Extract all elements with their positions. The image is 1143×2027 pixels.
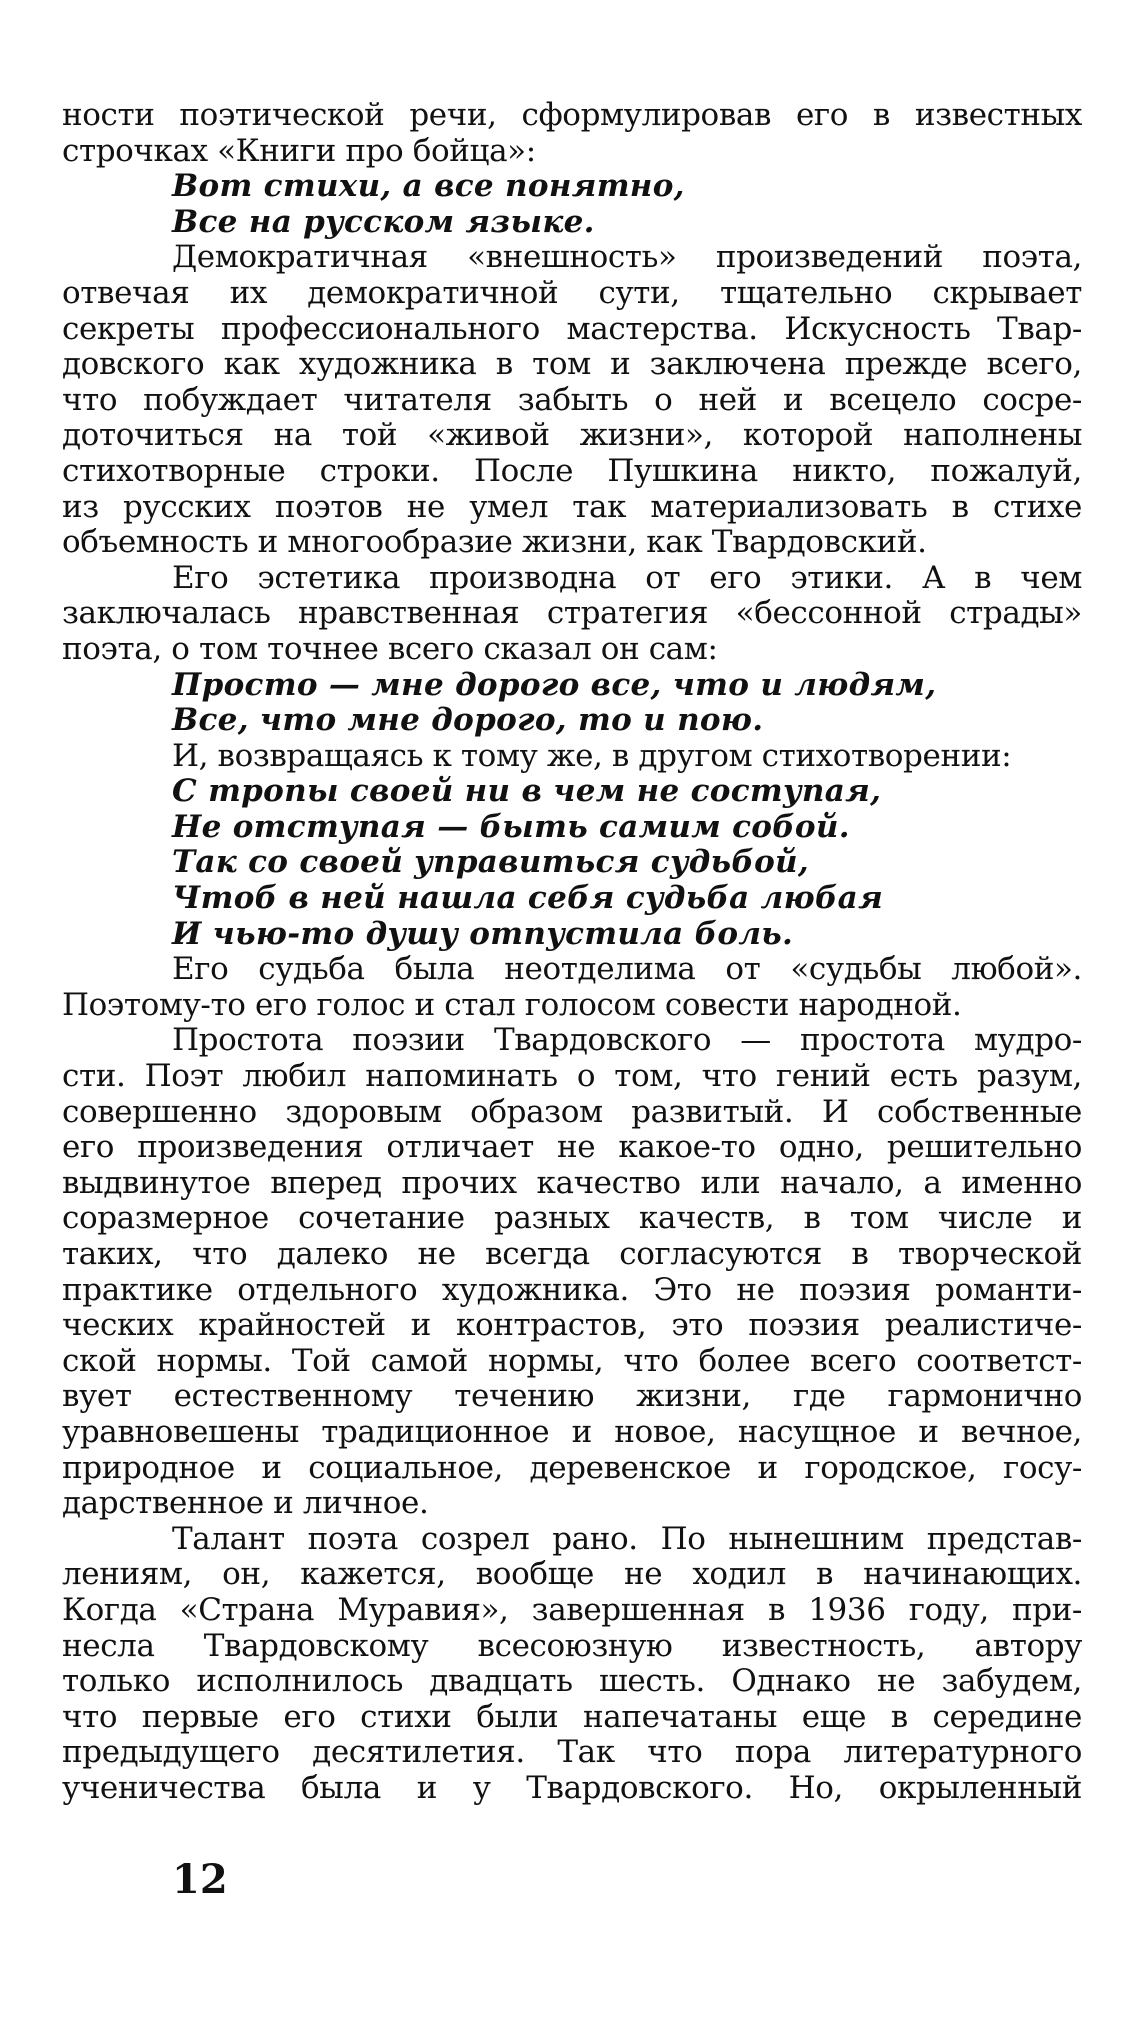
text-line: ности поэтической речи, сформулировав его в известных: [62, 98, 1082, 133]
verse-line: С тропы своей ни в чем не соступая,: [172, 774, 882, 810]
text-line: Его эстетика производна от его этики. А в чем: [172, 560, 1082, 596]
text-line: практике отдельного художника. Это не поэзия романти-: [62, 1272, 1082, 1308]
verse-line: И чью-то душу отпустила боль.: [172, 916, 794, 952]
verse-line: Так со своей управиться судьбой,: [172, 845, 809, 881]
text-line: таких, что далеко не всегда согласуются в творческой: [62, 1237, 1082, 1272]
text-line: Простота поэзии Твардовского — простота мудро-: [172, 1023, 1082, 1059]
text-line: строчках «Книги про бойца»:: [62, 133, 536, 169]
text-line: ской нормы. Той самой нормы, что более всего соответст-: [62, 1343, 1082, 1379]
text-line: его произведения отличает не какое-то одно, решительно: [62, 1130, 1082, 1166]
page-text: [62, 98, 1082, 1807]
text-line: дарственное и личное.: [62, 1486, 429, 1522]
text-line: довского как художника в том и заключена прежде всего,: [62, 347, 1082, 383]
text-line: что побуждает читателя забыть о ней и всецело сосре-: [62, 382, 1082, 418]
verse-line: Не отступая — быть самим собой.: [172, 809, 850, 845]
text-line: Поэтому-то его голос и стал голосом совести народной.: [62, 987, 962, 1023]
text-line: из русских поэтов не умел так материализовать в стихе: [62, 489, 1082, 525]
text-line: Его судьба была неотделима от «судьбы любой».: [172, 952, 1082, 988]
text-line: предыдущего десятилетия. Так что пора литературного: [62, 1735, 1082, 1771]
text-line: что первые его стихи были напечатаны еще в середине: [62, 1699, 1082, 1735]
text-line: лениям, он, кажется, вообще не ходил в начинающих.: [62, 1557, 1082, 1593]
verse-line: Вот стихи, а все понятно,: [172, 169, 685, 205]
text-line: уравновешены традиционное и новое, насущное и вечное,: [62, 1414, 1082, 1450]
text-line: стихотворные строки. После Пушкина никто, пожалуй,: [62, 453, 1082, 489]
text-line: Талант поэта созрел рано. По нынешним представ-: [172, 1521, 1082, 1557]
text-line: секреты профессионального мастерства. Искусность Твар-: [62, 311, 1082, 347]
verse-line: Все на русском языке.: [172, 204, 595, 240]
text-line: отвечая их демократичной сути, тщательно скрывает: [62, 275, 1082, 311]
text-line: несла Твардовскому всесоюзную известность, автору: [62, 1628, 1082, 1664]
text-line: соразмерное сочетание разных качеств, в том числе и: [62, 1201, 1082, 1237]
text-line: природное и социальное, деревенское и городское, госу-: [62, 1450, 1082, 1486]
text-line: Демократичная «внешность» произведений поэта,: [172, 240, 1082, 276]
verse-line: Чтоб в ней нашла себя судьба любая: [172, 881, 884, 917]
text-line: Когда «Страна Муравия», завершенная в 1936 году, при-: [62, 1592, 1082, 1628]
page-number: 12: [172, 1856, 228, 1903]
text-line: сти. Поэт любил напоминать о том, что гений есть разум,: [62, 1059, 1082, 1095]
verse-line: Все, что мне дорого, то и пою.: [172, 703, 764, 739]
text-line: ческих крайностей и контрастов, это поэзия реалистиче-: [62, 1308, 1082, 1344]
text-line: ученичества была и у Твардовского. Но, окрыленный: [62, 1770, 1082, 1806]
text-line: вует естественному течению жизни, где гармонично: [62, 1379, 1082, 1415]
text-line: объемность и многообразие жизни, как Твардовский.: [62, 525, 927, 561]
verse-line: Просто — мне дорого все, что и людям,: [172, 667, 937, 703]
text-line: только исполнилось двадцать шесть. Однако не забудем,: [62, 1664, 1082, 1700]
text-line: выдвинутое вперед прочих качество или начало, а именно: [62, 1165, 1082, 1201]
text-line: поэта, о том точнее всего сказал он сам:: [62, 631, 718, 667]
text-line: доточиться на той «живой жизни», которой наполнены: [62, 418, 1082, 454]
text-line: заключалась нравственная стратегия «бессонной страды»: [62, 596, 1082, 632]
text-line: совершенно здоровым образом развитый. И собственные: [62, 1094, 1082, 1130]
text-line: И, возвращаясь к тому же, в другом стихотворении:: [172, 738, 1012, 774]
